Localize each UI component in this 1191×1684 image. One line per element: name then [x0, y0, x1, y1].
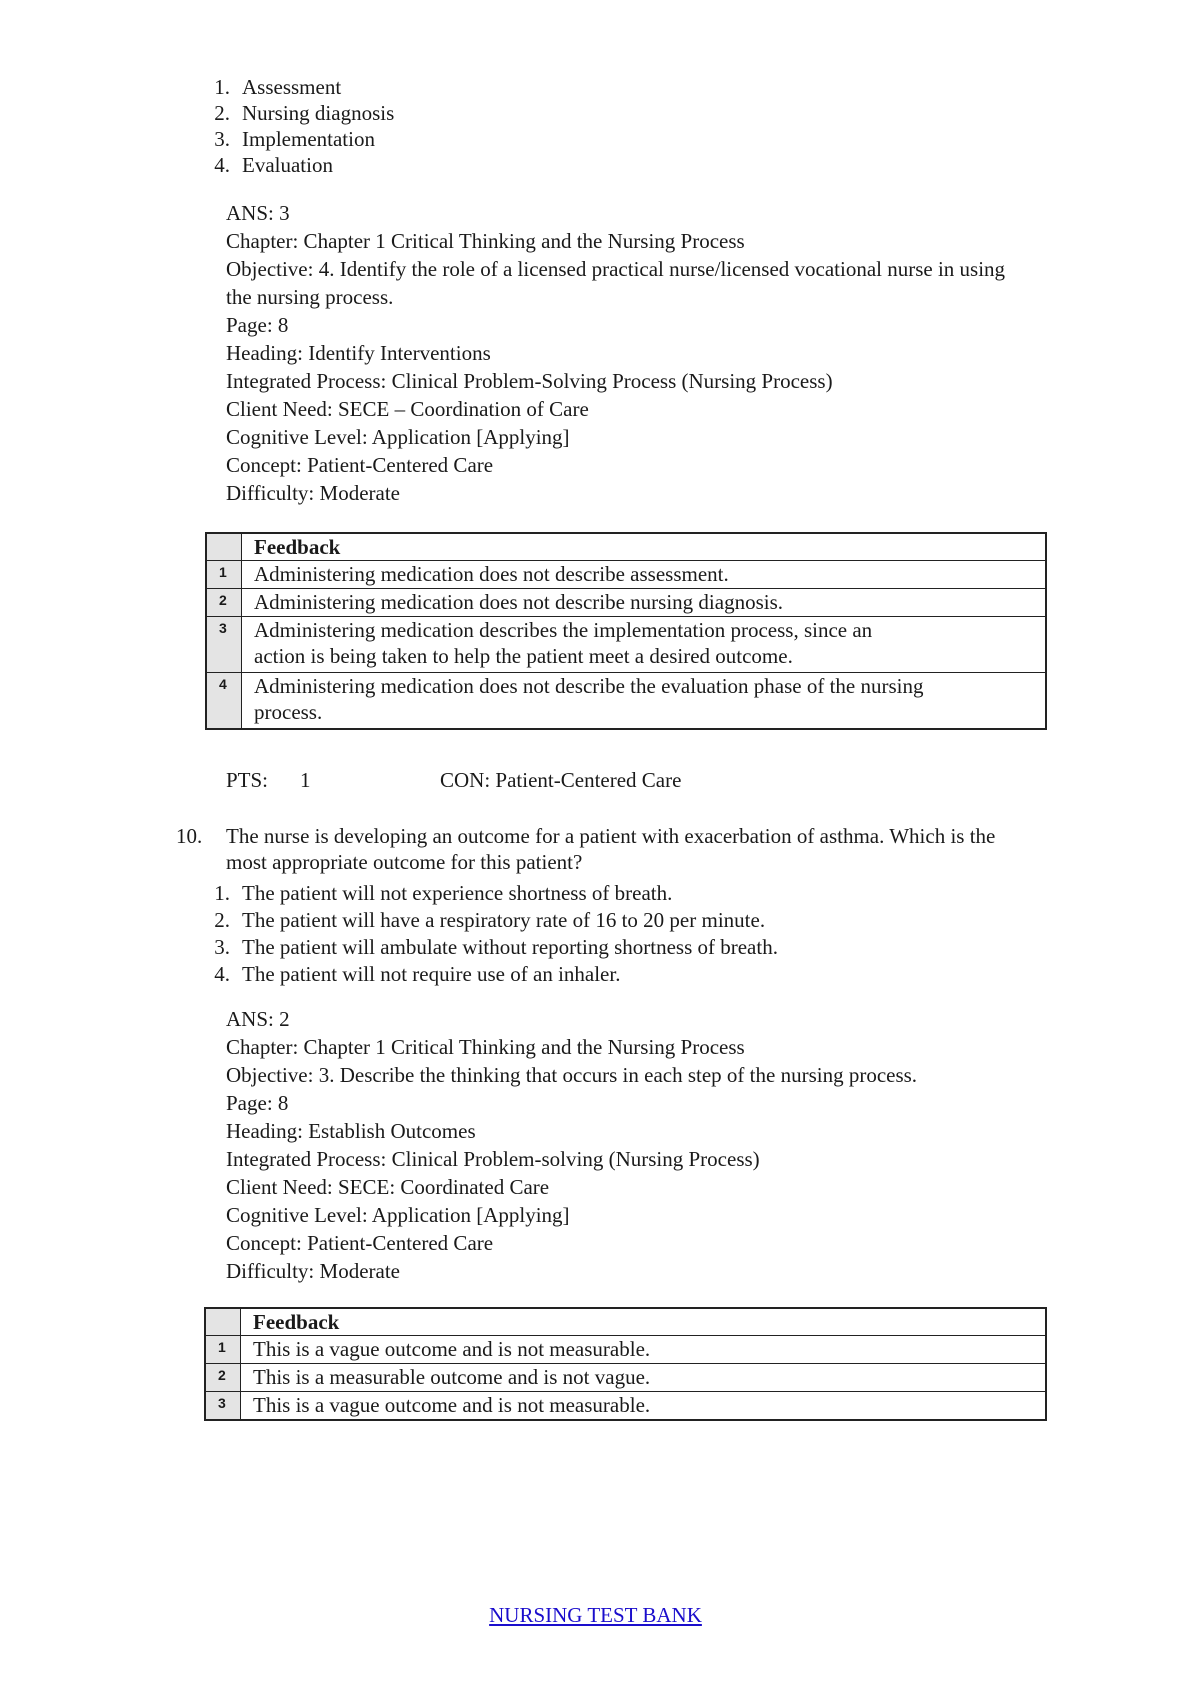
concept-line: Concept: Patient-Centered Care: [226, 1231, 494, 1255]
q10-feedback-table: [204, 1307, 1047, 1421]
client-need-line: Client Need: SECE – Coordination of Care: [226, 397, 589, 421]
heading-line: Heading: Establish Outcomes: [226, 1119, 476, 1143]
page-line: Page: 8: [226, 313, 289, 337]
integrated-process-line: Integrated Process: Clinical Problem-Solving Process (Nursing Process): [226, 369, 833, 393]
difficulty-line: Difficulty: Moderate: [226, 1259, 400, 1283]
question-number: 10.: [176, 824, 203, 848]
objective-line-continued: the nursing process.: [226, 285, 394, 309]
objective-line: Objective: 4. Identify the role of a licensed practical nurse/licensed vocational nurse in using: [226, 257, 1006, 281]
cognitive-level-line: Cognitive Level: Application [Applying]: [226, 425, 570, 449]
difficulty-line: Difficulty: Moderate: [226, 481, 400, 505]
q9-metadata: [226, 199, 1005, 507]
answer-line: ANS: 2: [226, 1007, 290, 1031]
q10-metadata: [226, 1005, 917, 1285]
table-row: 1 Administering medication does not describe assessment.: [206, 561, 1046, 589]
table-header-row: [206, 533, 1046, 561]
footer-link[interactable]: NURSING TEST BANK: [489, 1603, 702, 1627]
feedback-header: Feedback: [241, 1308, 1047, 1336]
pts-label: PTS:: [226, 768, 269, 792]
objective-line: Objective: 3. Describe the thinking that occurs in each step of the nursing process.: [226, 1063, 918, 1087]
table-header-row: [205, 1308, 1046, 1336]
table-row: 4 Administering medication does not describe the evaluation phase of the nursing process.: [206, 673, 1046, 729]
question-stem: The nurse is developing an outcome for a patient with exacerbation of asthma. Which is the most appropriate outcome for this patient?: [226, 824, 996, 874]
pts-value: 1: [300, 768, 311, 792]
table-row: 2 This is a measurable outcome and is not vague.: [205, 1364, 1046, 1392]
chapter-line: Chapter: Chapter 1 Critical Thinking and the Nursing Process: [226, 229, 745, 253]
answer-line: ANS: 3: [226, 201, 290, 225]
table-row: 3 Administering medication describes the implementation process, since an action is being taken to help the patient meet a desired outcome.: [206, 617, 1046, 673]
con-line: CON: Patient-Centered Care: [440, 768, 682, 792]
client-need-line: Client Need: SECE: Coordinated Care: [226, 1175, 550, 1199]
chapter-line: Chapter: Chapter 1 Critical Thinking and the Nursing Process: [226, 1035, 745, 1059]
table-row: 3 This is a vague outcome and is not measurable.: [205, 1392, 1046, 1420]
feedback-header: Feedback: [242, 533, 1047, 561]
q9-feedback-table: [205, 532, 1047, 730]
concept-line: Concept: Patient-Centered Care: [226, 453, 494, 477]
table-row: 1 This is a vague outcome and is not measurable.: [205, 1336, 1046, 1364]
heading-line: Heading: Identify Interventions: [226, 341, 491, 365]
page-line: Page: 8: [226, 1091, 289, 1115]
integrated-process-line: Integrated Process: Clinical Problem-solving (Nursing Process): [226, 1147, 760, 1171]
table-row: 2 Administering medication does not describe nursing diagnosis.: [206, 589, 1046, 617]
cognitive-level-line: Cognitive Level: Application [Applying]: [226, 1203, 570, 1227]
